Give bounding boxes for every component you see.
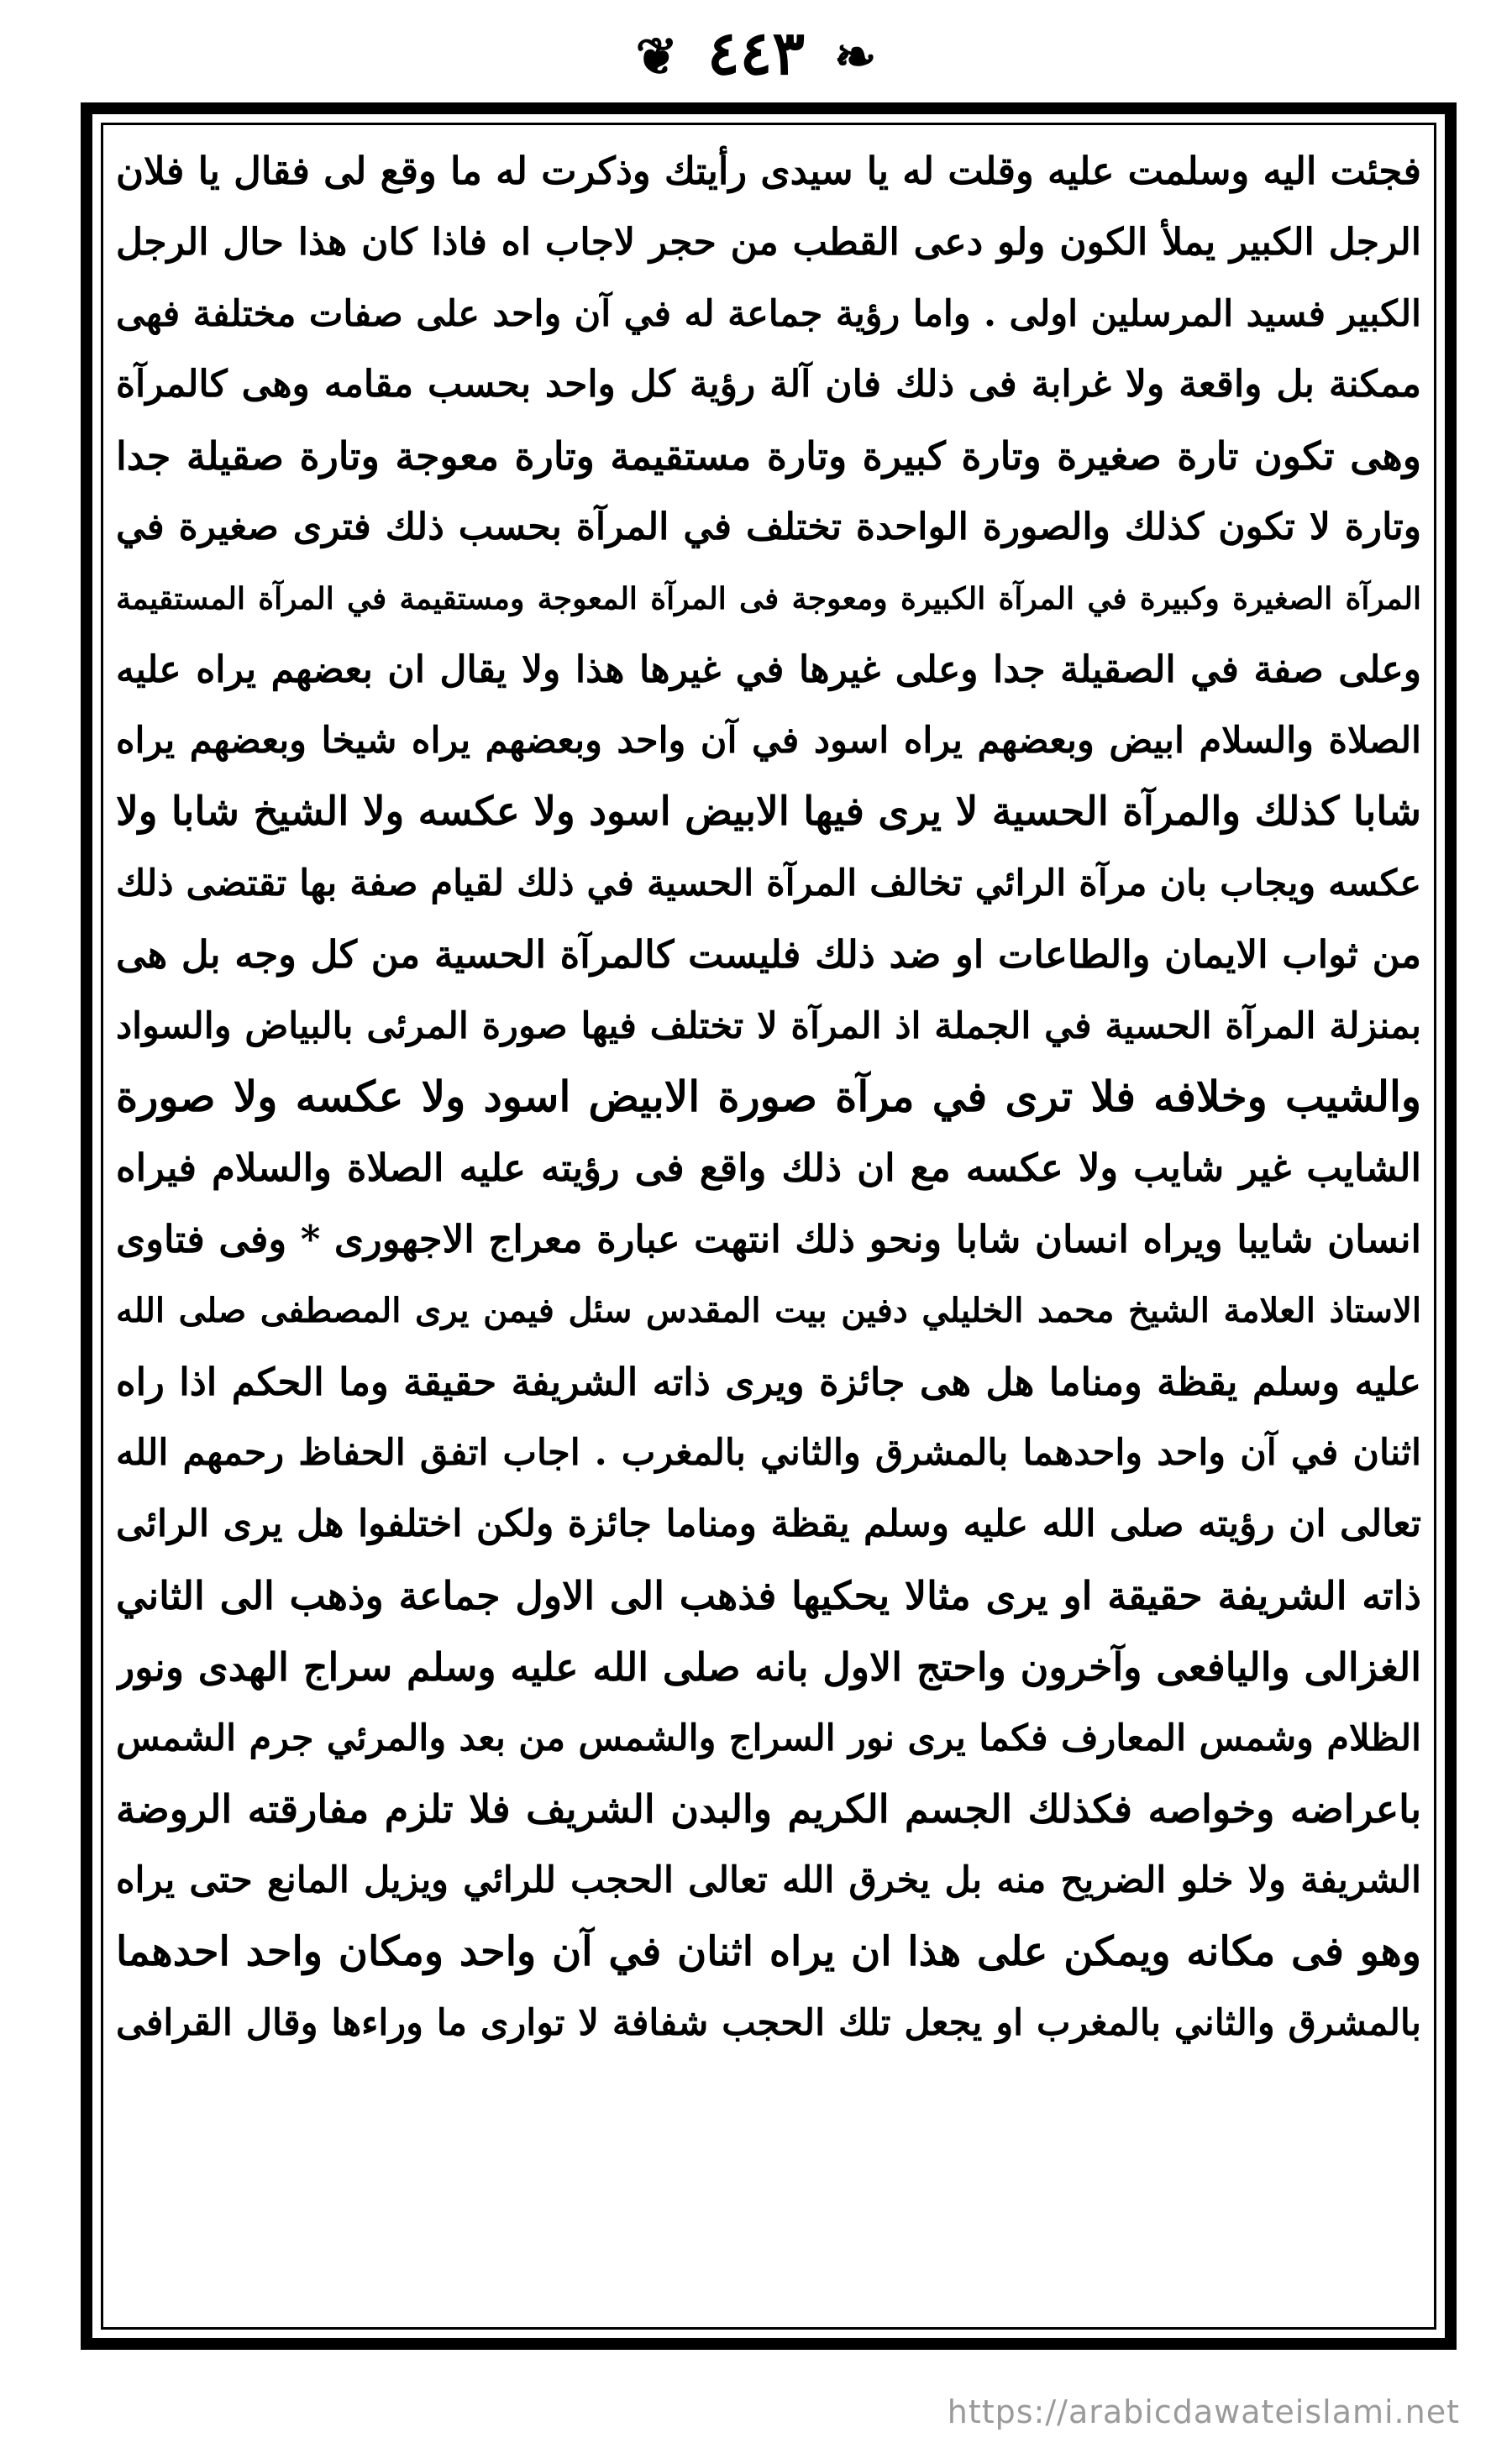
text-line: انسان شايبا ويراه انسان شابا ونحو ذلك انتهت عبارة معراج الاجهورى * وفى فتاوى [116,1216,1421,1261]
body-text [116,136,1421,2320]
text-line: الاستاذ العلامة الشيخ محمد الخليلي دفين بيت المقدس سئل فيمن يرى المصطفى صلى الله [116,1290,1421,1330]
watermark-url: https://arabicdawateislami.net [947,2393,1460,2430]
text-line: ذاته الشريفة حقيقة او يرى مثالا يحكيها فذهب الى الاول جماعة وذهب الى الثاني [116,1572,1421,1618]
text-line: الرجل الكبير يملأ الكون ولو دعى القطب من حجر لاجاب اه فاذا كان هذا حال الرجل [116,220,1421,264]
text-line: الشريفة ولا خلو الضريح منه بل يخرق الله تعالى الحجب للرائي ويزيل المانع حتى يراه [116,1859,1421,1902]
ornament-right-icon: ❧ [834,28,877,87]
text-line: تعالى ان رؤيته صلى الله عليه وسلم يقظة ومناما جائزة ولكن اختلفوا هل يرى الرائى [116,1502,1421,1546]
page-number-text: ٤٤٣ [706,17,805,88]
text-line: الظلام وشمس المعارف فكما يرى نور السراج والشمس من بعد والمرئي جرم الشمس [116,1717,1421,1759]
text-line: والشيب وخلافه فلا ترى في مرآة صورة الابيض اسود ولا عكسه ولا صورة [116,1072,1421,1122]
text-line: وهى تكون تارة صغيرة وتارة كبيرة وتارة مستقيمة وتارة معوجة وتارة صقيلة جدا [116,433,1421,480]
text-line: الكبير فسيد المرسلين اولى . واما رؤية جماعة له في آن واحد على صفات مختلفة فهى [116,292,1421,335]
text-line: شابا كذلك والمرآة الحسية لا يرى فيها الابيض اسود ولا عكسه ولا الشيخ شابا ولا [116,789,1421,836]
text-line: باعراضه وخواصه فكذلك الجسم الكريم والبدن الشريف فلا تلزم مفارقته الروضة [116,1786,1421,1832]
text-line: وتارة لا تكون كذلك والصورة الواحدة تختلف في المرآة بحسب ذلك فترى صغيرة في [116,505,1421,548]
ornament-left-icon: ❦ [635,28,678,87]
text-line: عليه وسلم يقظة ومناما هل هى جائزة ويرى ذاته الشريفة حقيقة وما الحكم اذا راه [116,1359,1421,1404]
text-line: وعلى صفة في الصقيلة جدا وعلى غيرها في غيرها هذا ولا يقال ان بعضهم يراه عليه [116,647,1421,691]
text-line: المرآة الصغيرة وكبيرة في المرآة الكبيرة ومعوجة فى المرآة المعوجة ومستقيمة في المرآة المستقيمة [116,580,1421,616]
text-line: اثنان في آن واحد واحدهما بالمشرق والثاني بالمغرب . اجاب اتفق الحفاظ رحمهم الله [116,1432,1421,1475]
text-line: الغزالى واليافعى وآخرون واحتج الاول بانه صلى الله عليه وسلم سراج الهدى ونور [116,1644,1421,1690]
page-number [0,15,1512,95]
text-line: الشايب غير شايب ولا عكسه مع ان ذلك واقع فى رؤيته عليه الصلاة والسلام فيراه [116,1145,1421,1191]
text-line: وهو فى مكانه ويمكن على هذا ان يراه اثنان في آن واحد ومكان واحد احدهما [116,1927,1421,1975]
text-line: عكسه ويجاب بان مرآة الرائي تخالف المرآة الحسية في ذلك لقيام صفة بها تقتضى ذلك [116,862,1421,904]
text-line: الصلاة والسلام ابيض وبعضهم يراه اسود في آن واحد وبعضهم يراه شيخا وبعضهم يراه [116,720,1421,763]
text-line: بالمشرق والثاني بالمغرب او يجعل تلك الحجب شفافة لا توارى ما وراءها وقال القرافى [116,2001,1421,2044]
text-line: ممكنة بل واقعة ولا غرابة فى ذلك فان آلة رؤية كل واحد بحسب مقامه وهى كالمرآة [116,363,1421,406]
text-line: فجئت اليه وسلمت عليه وقلت له يا سيدى رأيتك وذكرت له ما وقع لى فقال يا فلان [116,149,1421,193]
text-line: من ثواب الايمان والطاعات او ضد ذلك فليست كالمرآة الحسية من كل وجه بل هى [116,931,1421,977]
text-line: بمنزلة المرآة الحسية في الجملة اذ المرآة لا تختلف فيها صورة المرئى بالبياض والسواد [116,1004,1421,1047]
